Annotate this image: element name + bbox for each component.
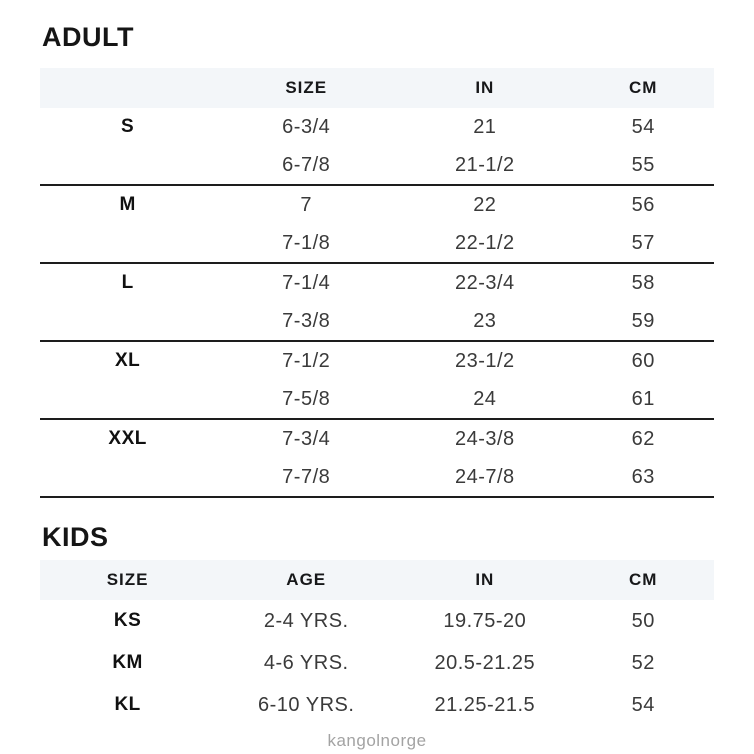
kids-header-in: IN <box>475 570 495 589</box>
kids-size-table <box>40 560 714 726</box>
adult-header-size: SIZE <box>285 78 328 97</box>
kids-header-cm: CM <box>628 570 658 589</box>
table-row <box>40 108 714 146</box>
table-row <box>40 146 714 184</box>
cm-value-cell: 54 <box>631 693 655 716</box>
size-value-cell: 7-5/8 <box>282 387 331 410</box>
cm-value-cell: 59 <box>631 309 655 332</box>
size-value-cell: 7-7/8 <box>282 465 331 488</box>
table-row <box>40 302 714 340</box>
adult-size-group-xxl <box>40 420 714 498</box>
cm-value-cell: 60 <box>631 349 655 372</box>
in-value-cell: 21.25-21.5 <box>434 693 536 716</box>
age-value-cell: 6-10 YRS. <box>258 693 355 716</box>
in-value-cell: 22 <box>473 193 497 216</box>
adult-size-table <box>40 68 714 498</box>
size-value-cell: 7-1/4 <box>282 271 331 294</box>
size-label-cell: M <box>119 194 136 215</box>
adult-size-group-m <box>40 186 714 264</box>
adult-table-header-row <box>40 68 714 108</box>
table-row <box>40 684 714 726</box>
cm-value-cell: 54 <box>631 115 655 138</box>
size-value-cell: 7 <box>300 193 313 216</box>
adult-header-cm: CM <box>628 78 658 97</box>
table-row <box>40 380 714 418</box>
adult-header-in: IN <box>475 78 495 97</box>
table-row <box>40 420 714 458</box>
size-value-cell: 7-3/8 <box>282 309 331 332</box>
cm-value-cell: 58 <box>631 271 655 294</box>
in-value-cell: 21 <box>473 115 497 138</box>
age-value-cell: 4-6 YRS. <box>263 651 349 674</box>
size-value-cell: 6-3/4 <box>282 115 331 138</box>
size-label-cell: XXL <box>108 428 147 449</box>
adult-size-group-xl <box>40 342 714 420</box>
size-label-cell: L <box>121 272 134 293</box>
size-label-cell: KS <box>113 610 142 631</box>
table-row <box>40 600 714 642</box>
brand-watermark: kangolnorge <box>327 731 427 750</box>
size-label-cell: XL <box>114 350 141 371</box>
size-label-cell: KL <box>114 694 141 715</box>
kids-header-age: AGE <box>286 570 327 589</box>
in-value-cell: 22-1/2 <box>454 231 515 254</box>
in-value-cell: 23 <box>473 309 497 332</box>
adult-section-heading: ADULT <box>42 22 134 52</box>
cm-value-cell: 62 <box>631 427 655 450</box>
size-value-cell: 7-1/2 <box>282 349 331 372</box>
table-row <box>40 186 714 224</box>
in-value-cell: 22-3/4 <box>454 271 515 294</box>
kids-table-header-row <box>40 560 714 600</box>
in-value-cell: 24-3/8 <box>454 427 515 450</box>
table-row <box>40 264 714 302</box>
cm-value-cell: 56 <box>631 193 655 216</box>
table-row <box>40 642 714 684</box>
kids-header-size: SIZE <box>106 570 149 589</box>
cm-value-cell: 61 <box>631 387 655 410</box>
table-row <box>40 224 714 262</box>
cm-value-cell: 52 <box>631 651 655 674</box>
in-value-cell: 20.5-21.25 <box>434 651 536 674</box>
age-value-cell: 2-4 YRS. <box>263 609 349 632</box>
in-value-cell: 19.75-20 <box>443 609 527 632</box>
adult-size-group-s <box>40 108 714 186</box>
in-value-cell: 24 <box>473 387 497 410</box>
size-label-cell: KM <box>112 652 143 673</box>
cm-value-cell: 63 <box>631 465 655 488</box>
table-row <box>40 458 714 496</box>
size-value-cell: 6-7/8 <box>282 153 331 176</box>
size-label-cell: S <box>121 116 135 137</box>
cm-value-cell: 55 <box>631 153 655 176</box>
adult-size-group-l <box>40 264 714 342</box>
in-value-cell: 24-7/8 <box>454 465 515 488</box>
in-value-cell: 23-1/2 <box>454 349 515 372</box>
in-value-cell: 21-1/2 <box>454 153 515 176</box>
size-value-cell: 7-3/4 <box>282 427 331 450</box>
kids-section-heading: KIDS <box>42 522 109 552</box>
cm-value-cell: 50 <box>631 609 655 632</box>
cm-value-cell: 57 <box>631 231 655 254</box>
size-value-cell: 7-1/8 <box>282 231 331 254</box>
table-row <box>40 342 714 380</box>
